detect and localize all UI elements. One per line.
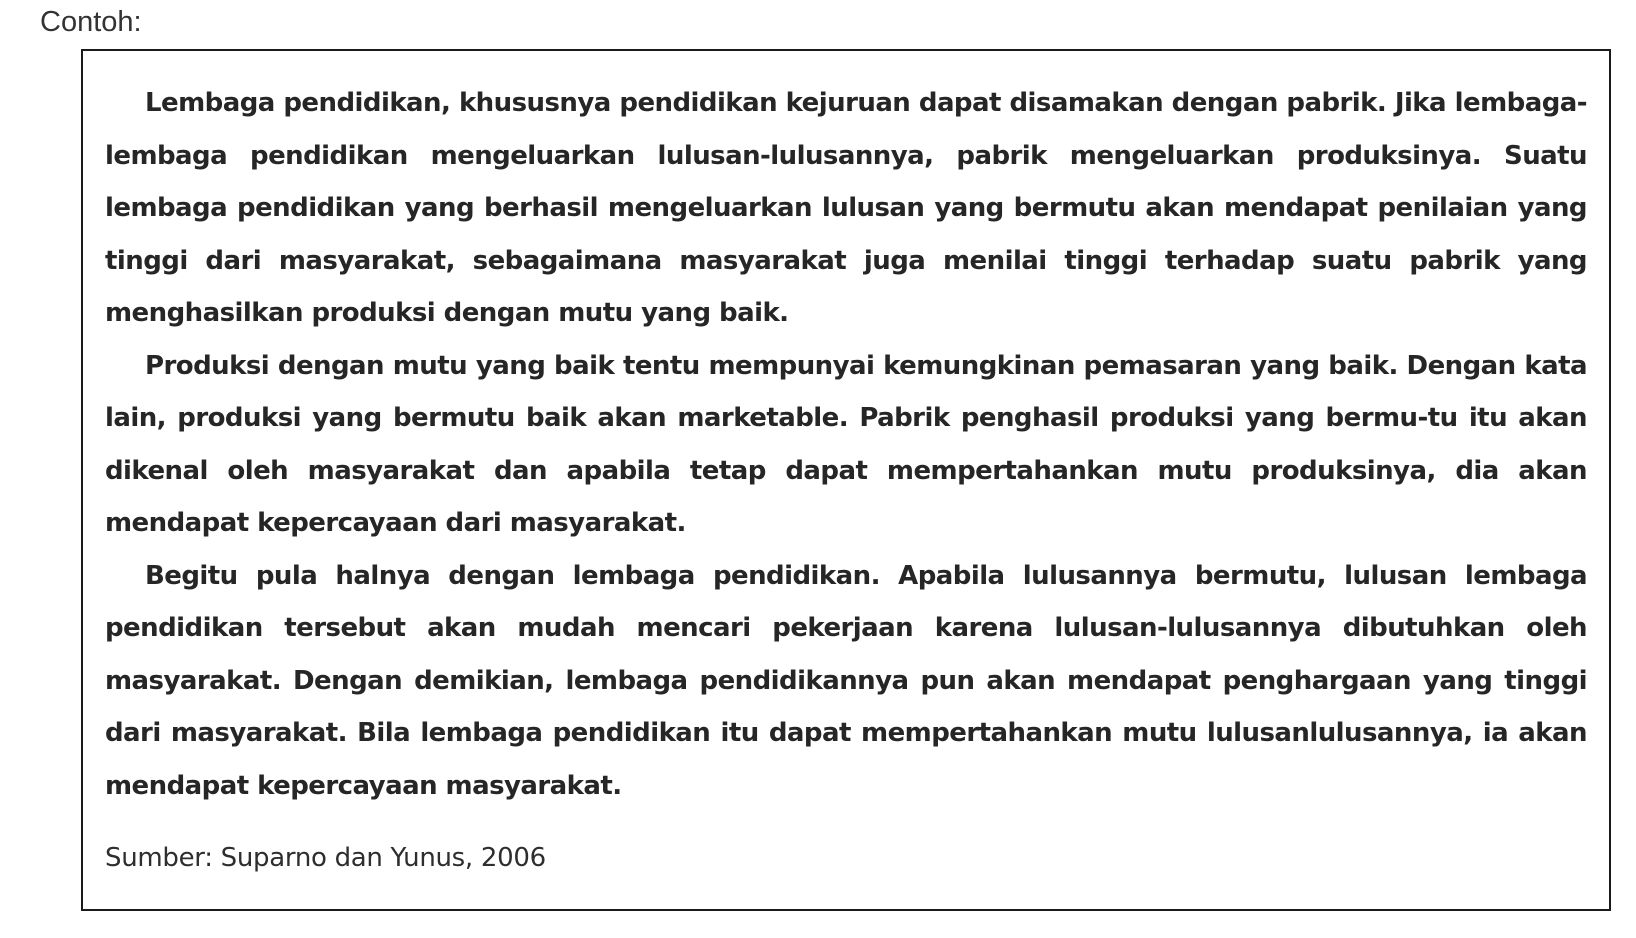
example-text-box <box>81 49 1611 911</box>
paragraph-3: Begitu pula halnya dengan lembaga pendidikan. Apabila lulusannya bermutu, lulusan lembaga pendidikan tersebut akan mudah mencari pekerjaan karena lulusan-lulusannya dibutuhkan oleh masyarakat. Dengan demikian, lembaga pendidikannya pun akan mendapat penghargaan yang tinggi dari masyarakat. Bila lembaga pendidikan itu dapat mempertahankan mutu lulusanlulusannya, ia akan mendapat kepercayaan masyarakat. <box>105 560 1587 801</box>
source-citation: Sumber: Suparno dan Yunus, 2006 <box>105 843 546 873</box>
paragraph-2: Produksi dengan mutu yang baik tentu mempunyai kemungkinan pemasaran yang baik. Dengan kata lain, produksi yang bermutu baik akan marketable. Pabrik penghasil produksi yang bermu-tu itu akan dikenal oleh masyarakat dan apabila tetap dapat mempertahankan mutu produksinya, dia akan mendapat kepercayaan dari masyarakat. <box>105 350 1587 538</box>
example-label: Contoh: <box>40 6 142 38</box>
paragraph-1: Lembaga pendidikan, khususnya pendidikan kejuruan dapat disamakan dengan pabrik. Jika lembaga-lembaga pendidikan mengeluarkan lulusan-lulusannya, pabrik mengeluarkan produksinya. Suatu lembaga pendidikan yang berhasil mengeluarkan lulusan yang bermutu akan mendapat penilaian yang tinggi dari masyarakat, sebagaimana masyarakat juga menilai tinggi terhadap suatu pabrik yang menghasilkan produksi dengan mutu yang baik. <box>105 88 1587 328</box>
